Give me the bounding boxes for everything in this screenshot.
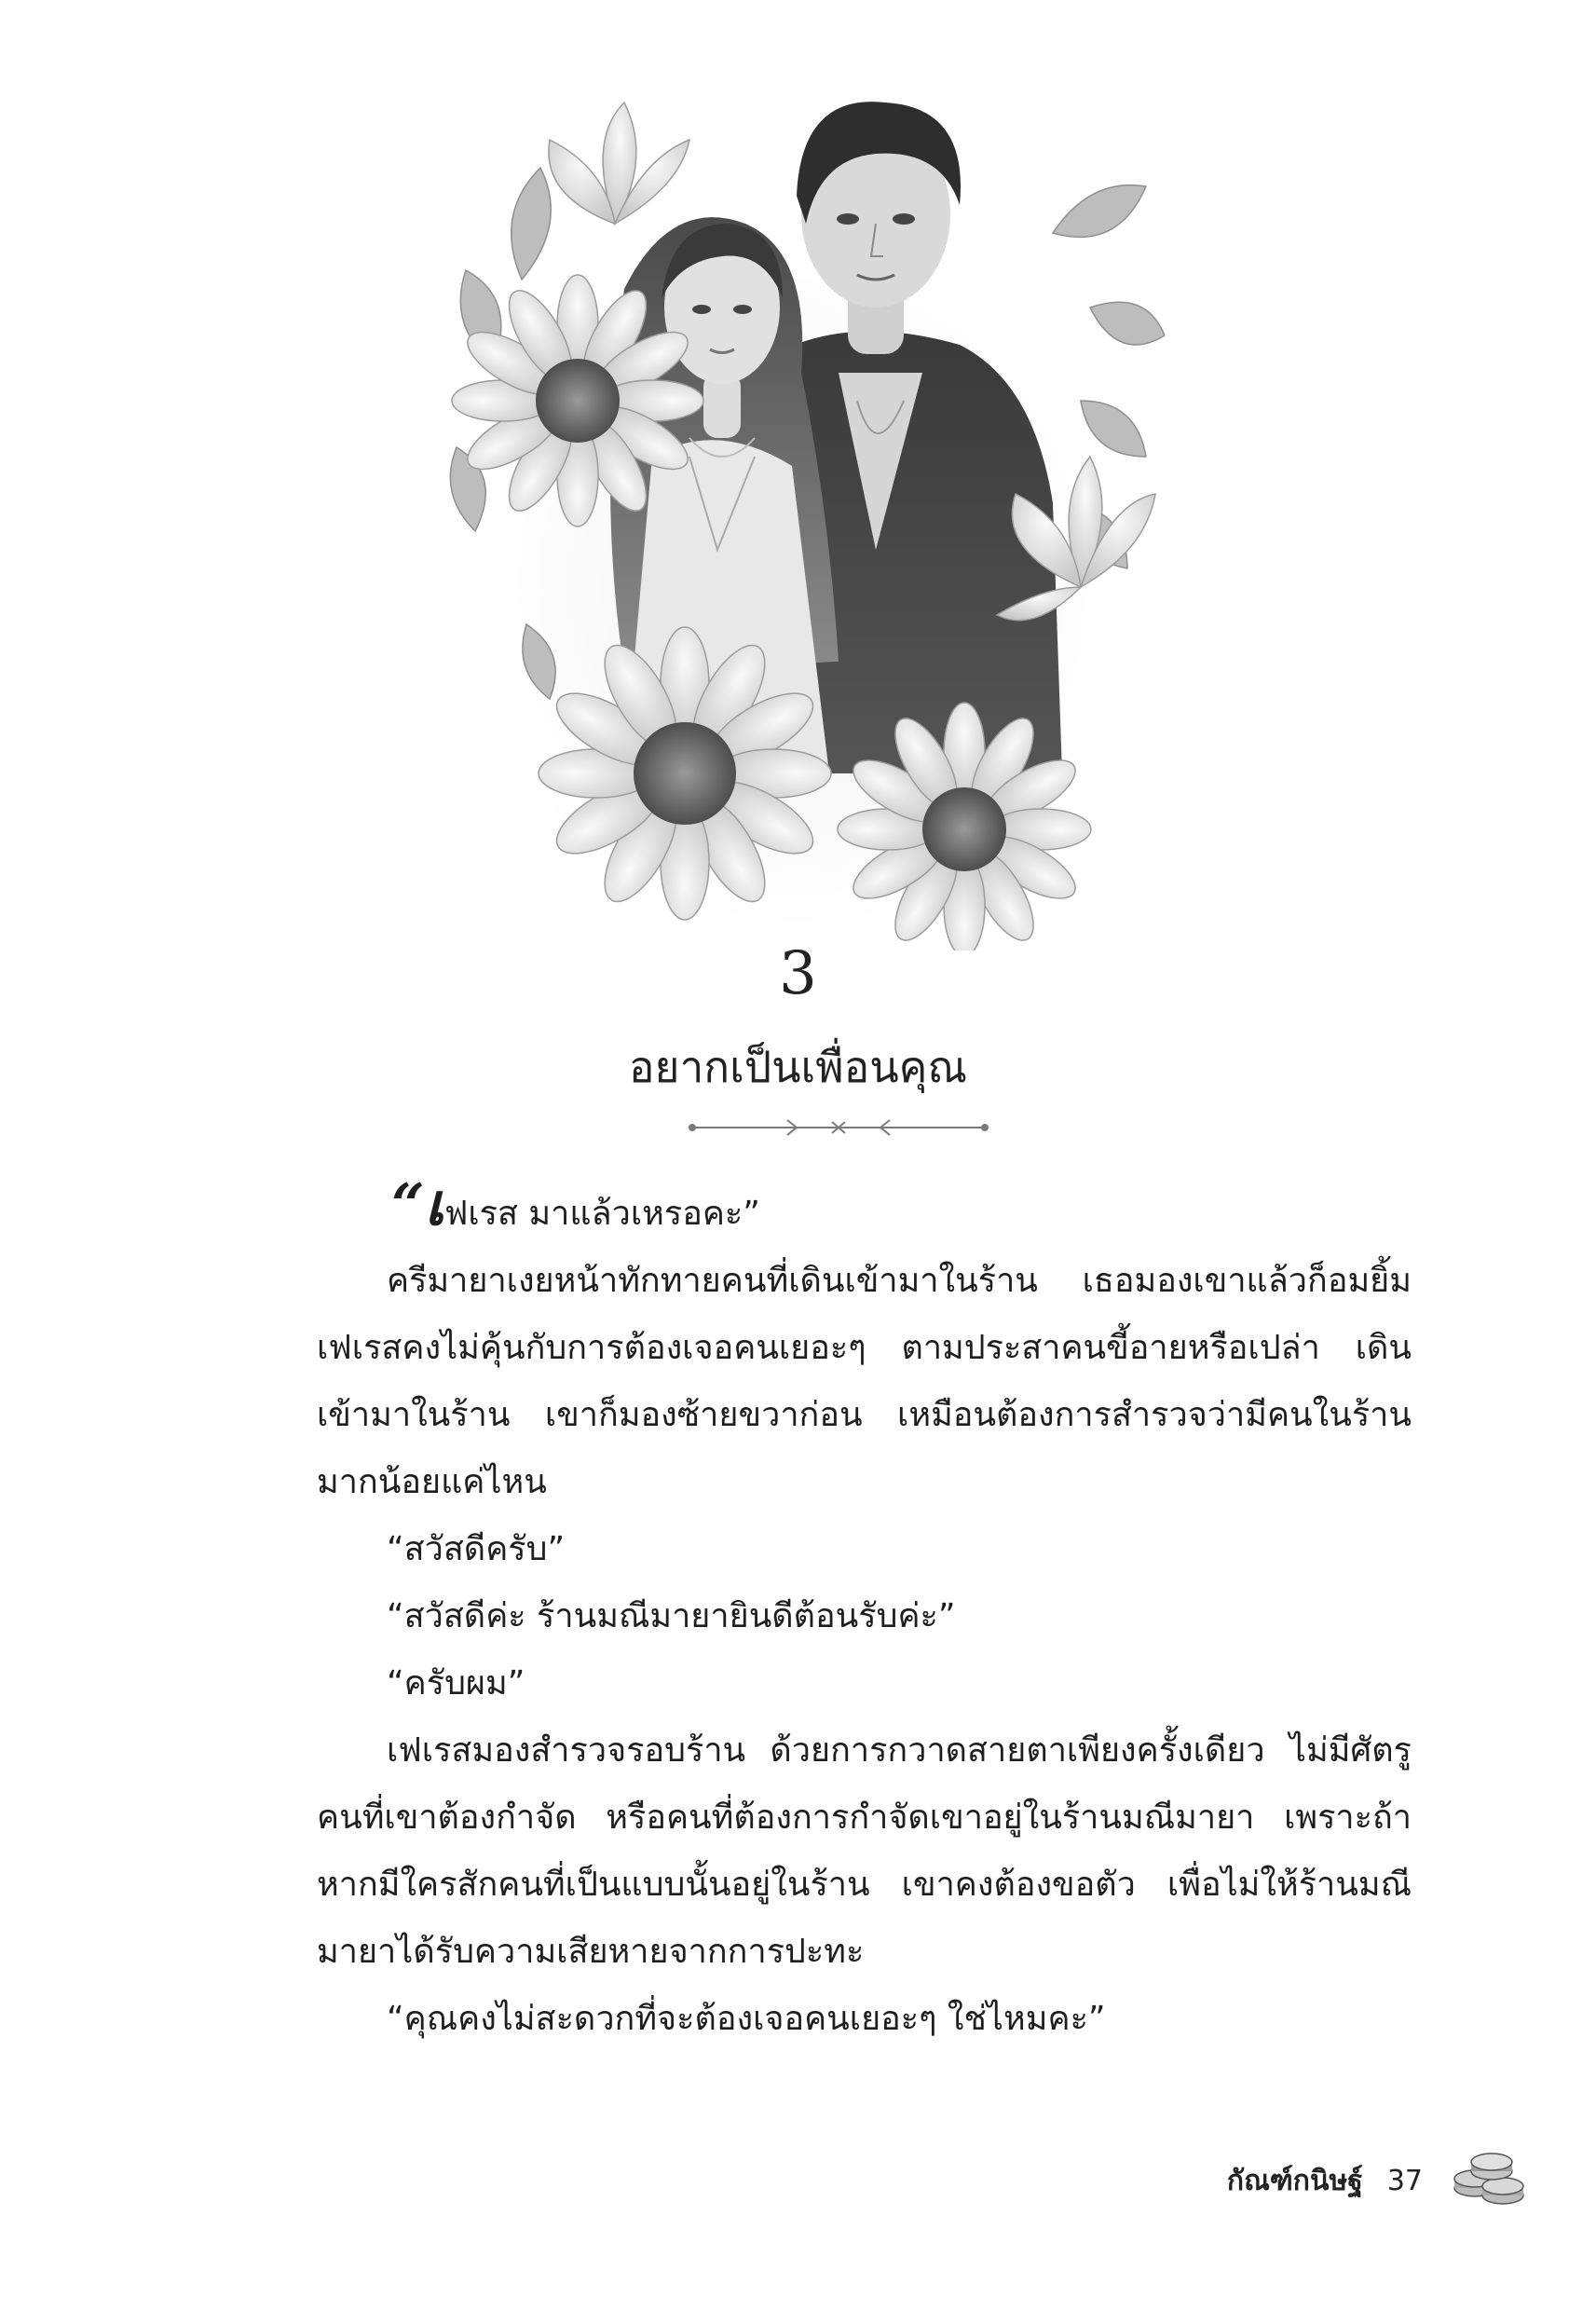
chapter-number: 3 xyxy=(779,939,817,1008)
coin-stack-icon xyxy=(1447,2151,1531,2210)
lily-top-left xyxy=(549,103,689,224)
page-number: 37 xyxy=(1386,2164,1423,2197)
page-footer xyxy=(1227,2148,1531,2213)
opening-paragraph xyxy=(317,1170,1412,1248)
opening-line: ฟเรส มาแล้วเหรอคะ” xyxy=(443,1195,760,1233)
footer-author: กัณฑ์กนิษฐ์ xyxy=(1226,2164,1363,2197)
chapter-illustration xyxy=(438,65,1165,950)
dialogue-line: “คุณคงไม่สะดวกที่จะต้องเจอคนเยอะๆ ใช่ไหมคะ” xyxy=(387,2000,1106,2038)
chapter-divider-ornament xyxy=(685,1114,992,1141)
drop-cap: “เ xyxy=(391,1170,444,1238)
chapter-title: อยากเป็นเพื่อนคุณ xyxy=(628,1042,968,1092)
paragraph: เฟเรสมองสำรวจรอบร้าน ด้วยการกวาดสายตาเพียงครั้งเดียว ไม่มีศัตรู คนที่เขาต้องกำจัด หรือคนที่ต้องการกำจัดเขาอยู่ในร้านมณีมายา เพราะถ้าหากมีใครสักคนที่เป็นแบบนั้นอยู่ในร้าน เขาคงต้องขอตัว เพื่อไม่ให้ร้านมณีมายาได้รับความเสียหายจากการปะทะ xyxy=(317,1731,1412,1971)
dialogue-line: “สวัสดีครับ” xyxy=(387,1530,566,1568)
paragraph: ครีมายาเงยหน้าทักทายคนที่เดินเข้ามาในร้าน เธอมองเขาแล้วก็อมยิ้ม เฟเรสคงไม่คุ้นกับการต้องเจอคนเยอะๆ ตามประสาคนขี้อายหรือเปล่า เดินเข้ามาในร้าน เขาก็มองซ้ายขวาก่อน เหมือนต้องการสำรวจว่ามีคนในร้านมากน้อยแค่ไหน xyxy=(317,1262,1412,1501)
dialogue-line: “สวัสดีค่ะ ร้านมณีมายายินดีต้อนรับค่ะ” xyxy=(387,1597,956,1635)
dialogue-line: “ครับผม” xyxy=(387,1664,525,1702)
chapter-body xyxy=(317,1170,1412,2053)
